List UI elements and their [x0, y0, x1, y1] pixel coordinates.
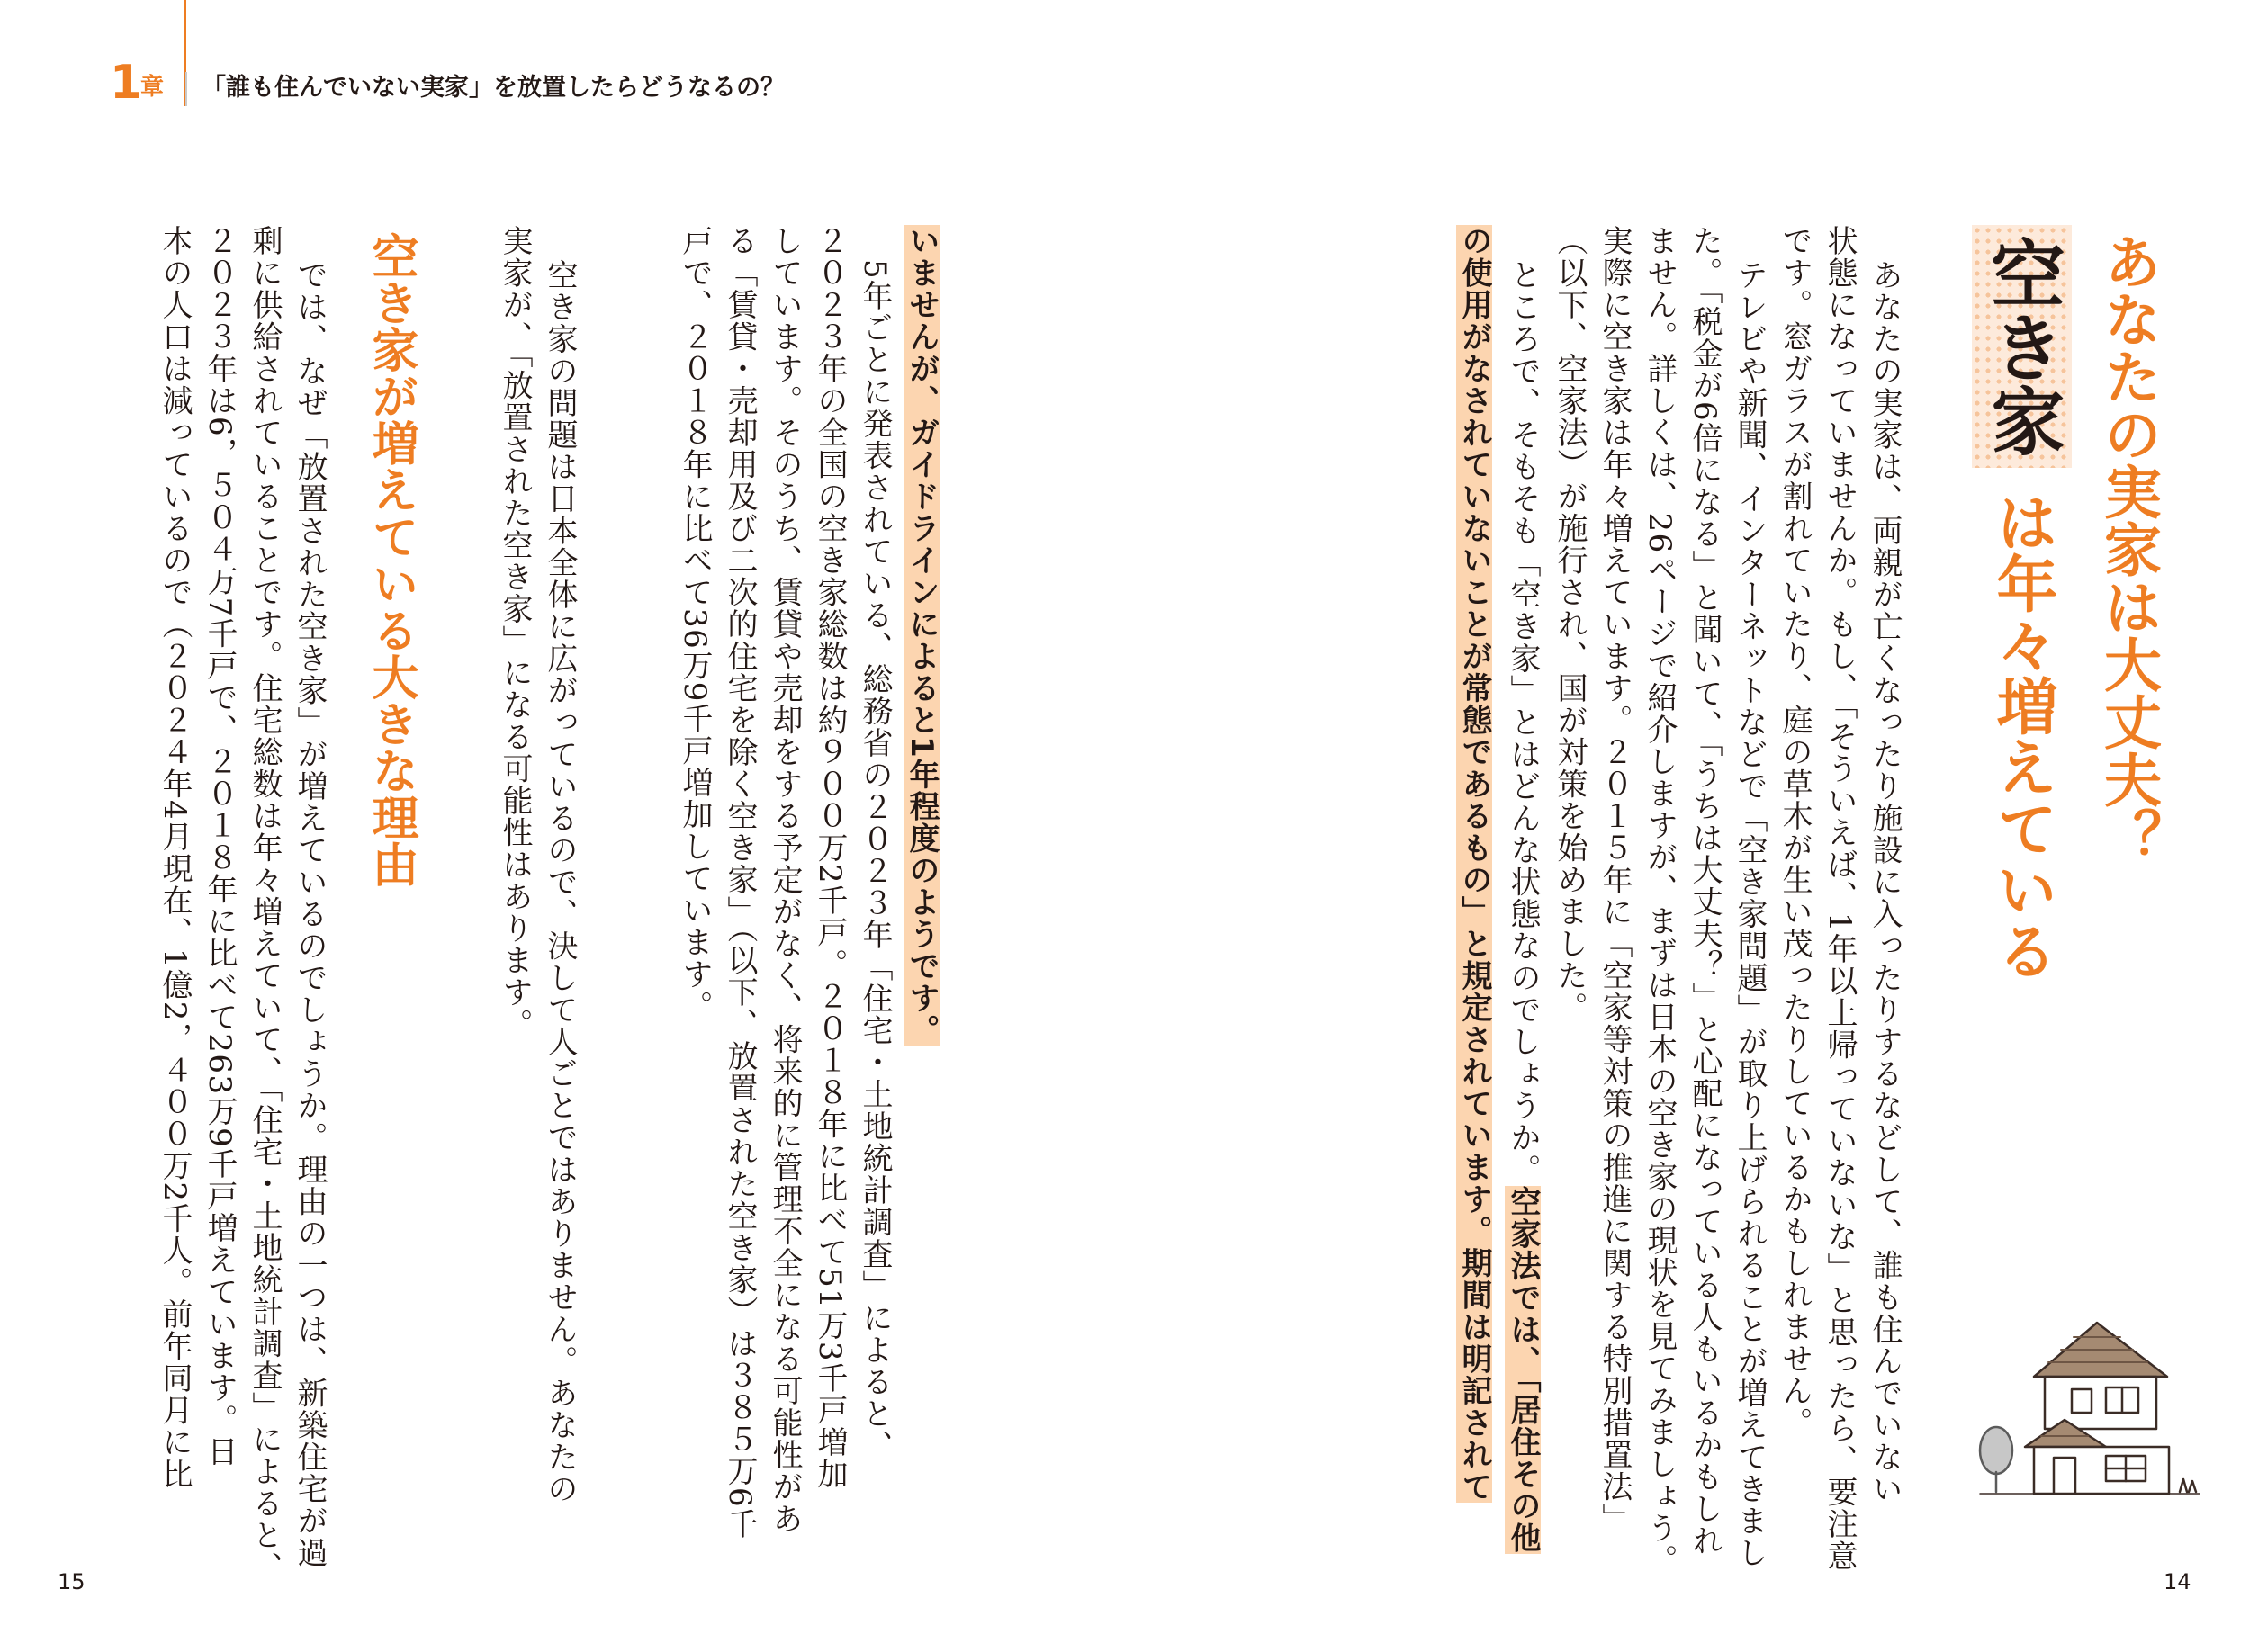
- body-paragraph: 空き家の問題は日本全体に広がっているので、決して人ごとではありません。あなたの: [542, 259, 578, 1505]
- highlighted-definition: の使用がなされていないことが常態であるもの」と規定されています。期間は明記されて: [1456, 225, 1492, 1503]
- body-paragraph: あなたの実家は、両親が亡くなったり施設に入ったりするなどして、誰も住んでいない: [1867, 259, 1903, 1505]
- page-number-right: 14: [2164, 1569, 2192, 1594]
- body-paragraph: しています。そのうち、賃貸や売却をする予定がなく、将来的に管理不全になる可能性があ: [767, 225, 803, 1535]
- body-paragraph: ません。詳しくは、26ページで紹介しますが、まずは日本の空き家の現状を見てみましょう。: [1642, 225, 1678, 1576]
- body-paragraph: 実際に空き家は年々増えています。２０１５年に「空家等対策の推進に関する特別措置法」: [1597, 225, 1633, 1535]
- body-paragraph: [900, 225, 943, 1046]
- title-line2-rest: は年々増えている: [1986, 491, 2057, 981]
- body-paragraph: です。窓ガラスが割れていたり、庭の草木が生い茂ったりしているかもしれません。: [1777, 225, 1813, 1439]
- body-paragraph: 戸で、２０１８年に比べて36万9千戸増加しています。: [677, 225, 713, 1022]
- body-paragraph: （以下、空家法）が施行され、国が対策を始めました。: [1552, 225, 1588, 1024]
- body-paragraph: 本の人口は減っているので（２０２４年4月現在、1億2，４００万2千人。前年同月に比: [157, 225, 193, 1491]
- highlighted-definition: 空家法では、「居住その他: [1505, 1185, 1541, 1554]
- chapter-number: 1: [110, 56, 143, 110]
- body-paragraph: 実家が、「放置された空き家」になる可能性はあります。: [497, 225, 533, 1040]
- body-paragraph: ２０２３年は6，５０４万7千戸で、２０１８年に比べて263万9千戸増えています。日: [202, 225, 238, 1468]
- house-illustration: [1971, 1306, 2205, 1503]
- running-title: 「誰も住んでいない実家」を放置したらどうなるの？: [202, 74, 785, 102]
- body-paragraph: では、なぜ「放置された空き家」が増えているのでしょうか。理由の一つは、新築住宅が過: [292, 259, 328, 1569]
- section-heading: 空き家が増えている大きな理由: [364, 232, 418, 887]
- body-paragraph: 剰に供給されていることです。住宅総数は年々増えていて、「住宅・土地統計調査」によると、: [247, 225, 283, 1584]
- body-paragraph: 5年ごとに発表されている、総務省の２０２３年「住宅・土地統計調査」によると、: [857, 259, 893, 1462]
- body-paragraph: る「賃貸・売却用及び二次的住宅を除く空き家」（以下、放置された空き家）は３８５万6千: [722, 225, 758, 1540]
- body-paragraph: [1501, 259, 1544, 1554]
- header-divider: [185, 72, 187, 106]
- main-title-line1: あなたの実家は大丈夫？: [2094, 232, 2161, 866]
- body-paragraph: テレビや新聞、インターネットなどで「空き家問題」が取り上げられることが増えてきまし: [1732, 259, 1768, 1569]
- title-keyword: 空き家: [1972, 225, 2072, 468]
- page-header: [0, 0, 2250, 117]
- body-paragraph: [1453, 225, 1496, 1503]
- highlighted-definition: いませんが、ガイドラインによると1年程度のようです。: [904, 225, 940, 1046]
- body-paragraph: た。「税金が6倍になる」と聞いて、「うちは大丈夫？」と心配になっている人もいるかもしれ: [1687, 225, 1723, 1558]
- body-paragraph: ２０２３年の全国の空き家総数は約９００万2千戸。２０１８年に比べて51万3千戸増加: [812, 225, 848, 1491]
- page-number-left: 15: [58, 1569, 86, 1594]
- main-title-line2: [1976, 225, 2066, 981]
- chapter-label: 章: [140, 74, 165, 101]
- body-paragraph: 状態になっていませんか。もし、「そういえば、1年以上帰っていないな」と思ったら、要注意: [1822, 225, 1858, 1573]
- body-text: ところで、そもそも「空き家」とはどんな状態なのでしょうか。: [1505, 259, 1541, 1186]
